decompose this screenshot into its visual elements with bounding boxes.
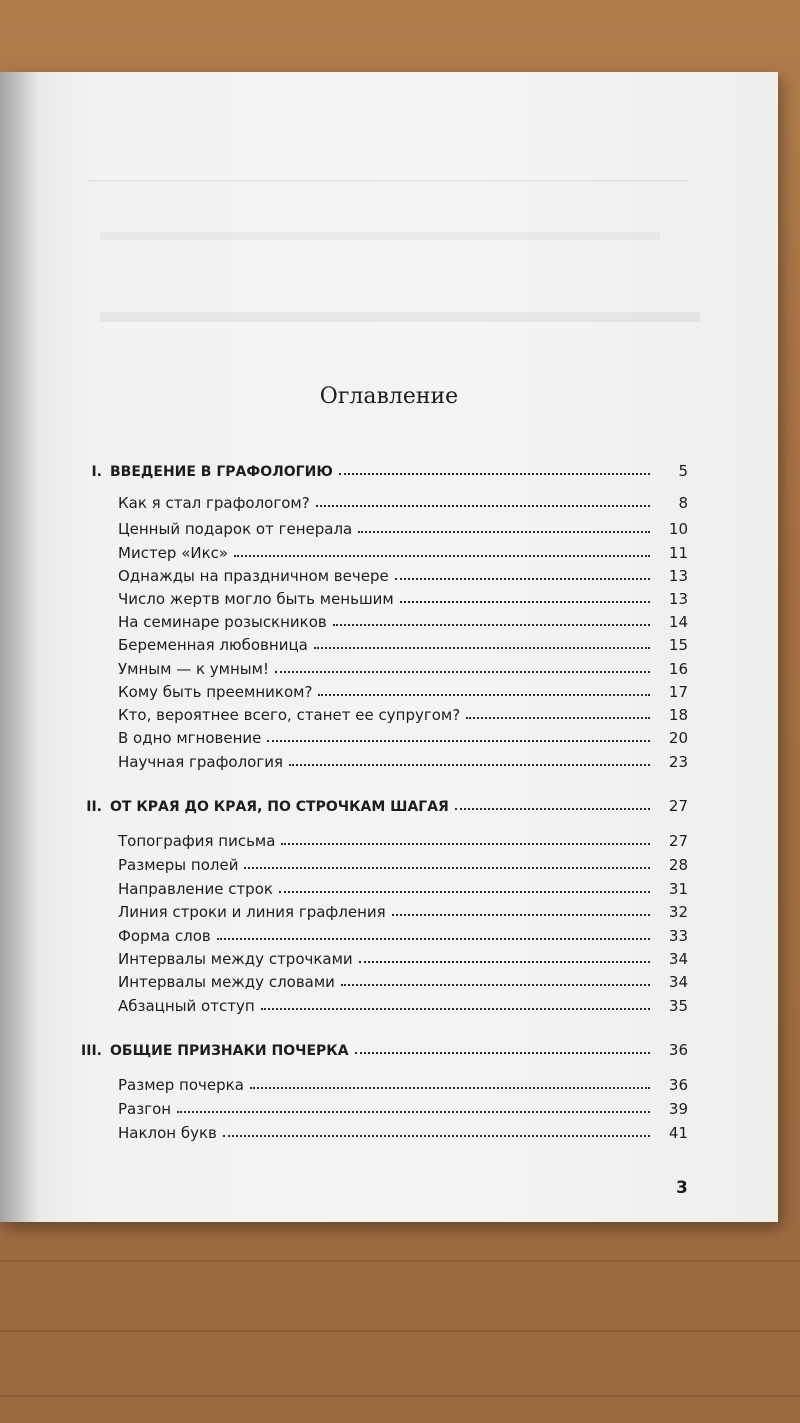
dot-leader: [267, 739, 650, 742]
dot-leader: [333, 623, 650, 626]
entry-title: Интервалы между строчками: [118, 950, 353, 968]
entry-page-number: 23: [668, 753, 688, 771]
section-page-number: 5: [678, 462, 688, 480]
entry-title: Наклон букв: [118, 1124, 217, 1142]
entry-page-number: 13: [668, 567, 688, 585]
dot-leader: [455, 807, 650, 810]
toc-entry: [118, 946, 688, 968]
entry-title: Беременная любовница: [118, 636, 308, 654]
entry-title: Абзацный отступ: [118, 997, 255, 1015]
entry-page-number: 35: [668, 997, 688, 1015]
entry-page-number: 28: [668, 856, 688, 874]
entry-title: Научная графология: [118, 753, 284, 771]
dot-leader: [359, 960, 650, 963]
dot-leader: [395, 577, 650, 580]
section-title: ОБЩИЕ ПРИЗНАКИ ПОЧЕРКА: [110, 1043, 349, 1059]
page-number: 3: [676, 1178, 688, 1198]
toc-entry: [118, 632, 688, 654]
dot-leader: [275, 670, 650, 673]
section-number: II.: [86, 799, 102, 815]
toc-entry: [118, 969, 688, 991]
dot-leader: [339, 472, 650, 475]
section-page-number: 36: [668, 1041, 688, 1059]
wood-grain: [0, 1260, 800, 1262]
toc-entry: [118, 1072, 688, 1094]
entry-page-number: 8: [678, 494, 688, 512]
section-title: ОТ КРАЯ ДО КРАЯ, ПО СТРОЧКАМ ШАГАЯ: [110, 799, 449, 815]
dot-leader: [177, 1110, 650, 1113]
entry-title: Линия строки и линия графления: [118, 903, 386, 921]
entry-page-number: 33: [668, 927, 688, 945]
toc-entry: [118, 516, 688, 538]
entry-title: Ценный подарок от генерала: [118, 520, 353, 538]
toc-entry: [118, 656, 688, 678]
dot-leader: [223, 1134, 650, 1137]
dot-leader: [250, 1086, 650, 1089]
entry-page-number: 32: [668, 903, 688, 921]
entry-title: На семинаре розыскников: [118, 613, 327, 631]
dot-leader: [341, 983, 650, 986]
entry-page-number: 36: [668, 1076, 688, 1094]
entry-title: Форма слов: [118, 927, 211, 945]
section-number: I.: [91, 464, 102, 480]
entry-title: Интервалы между словами: [118, 973, 335, 991]
entry-page-number: 27: [668, 832, 688, 850]
dot-leader: [279, 890, 650, 893]
toc-entry: [118, 702, 688, 724]
dot-leader: [355, 1051, 650, 1054]
entry-title: Умным — к умным!: [118, 660, 269, 678]
entry-page-number: 11: [668, 544, 688, 562]
toc-entry: [118, 725, 688, 747]
dot-leader: [466, 716, 650, 719]
section-number: III.: [81, 1043, 102, 1059]
section-title: ВВЕДЕНИЕ В ГРАФОЛОГИЮ: [110, 464, 333, 480]
dot-leader: [281, 842, 650, 845]
toc-section-1: [68, 458, 688, 480]
dot-leader: [244, 866, 650, 869]
dot-leader: [318, 693, 650, 696]
entry-title: Однажды на праздничном вечере: [118, 567, 389, 585]
toc-entry: [118, 828, 688, 850]
toc-entry: [118, 563, 688, 585]
page-gutter-shadow: [0, 72, 40, 1222]
page-title: Оглавление: [319, 384, 459, 409]
toc-entry: [118, 923, 688, 945]
entry-page-number: 39: [668, 1100, 688, 1118]
toc-section-3: [68, 1037, 688, 1059]
toc-entry: [118, 876, 688, 898]
entry-title: В одно мгновение: [118, 729, 262, 747]
entry-page-number: 15: [668, 636, 688, 654]
dot-leader: [289, 763, 650, 766]
entry-page-number: 31: [668, 880, 688, 898]
entry-page-number: 13: [668, 590, 688, 608]
toc-entry: [118, 749, 688, 771]
entry-page-number: 34: [668, 950, 688, 968]
entry-page-number: 14: [668, 613, 688, 631]
entry-title: Число жертв могло быть меньшим: [118, 590, 394, 608]
toc-entry: [118, 490, 688, 512]
entry-title: Топография письма: [118, 832, 276, 850]
dot-leader: [234, 554, 650, 557]
show-through-rule: [88, 180, 688, 181]
dot-leader: [316, 504, 650, 507]
dot-leader: [314, 646, 650, 649]
toc-entry: [118, 852, 688, 874]
entry-title: Кто, вероятнее всего, станет ее супругом?: [118, 706, 461, 724]
entry-title: Размер почерка: [118, 1076, 244, 1094]
entry-title: Направление строк: [118, 880, 273, 898]
toc-entry: [118, 1120, 688, 1142]
entry-title: Кому быть преемником?: [118, 683, 313, 701]
entry-page-number: 16: [668, 660, 688, 678]
entry-title: Разгон: [118, 1100, 172, 1118]
entry-page-number: 18: [668, 706, 688, 724]
entry-page-number: 10: [668, 520, 688, 538]
dot-leader: [400, 600, 650, 603]
entry-page-number: 41: [668, 1124, 688, 1142]
show-through-text: [100, 312, 700, 322]
dot-leader: [358, 530, 650, 533]
dot-leader: [217, 937, 650, 940]
entry-title: Мистер «Икс»: [118, 544, 229, 562]
show-through-text: [100, 232, 660, 240]
toc-entry: [118, 609, 688, 631]
toc-entry: [118, 586, 688, 608]
entry-page-number: 17: [668, 683, 688, 701]
entry-page-number: 20: [668, 729, 688, 747]
section-page-number: 27: [668, 797, 688, 815]
toc-entry: [118, 540, 688, 562]
wood-grain: [0, 1330, 800, 1332]
dot-leader: [261, 1007, 650, 1010]
entry-page-number: 34: [668, 973, 688, 991]
toc-entry: [118, 1096, 688, 1118]
toc-entry: [118, 679, 688, 701]
entry-title: Размеры полей: [118, 856, 239, 874]
dot-leader: [392, 913, 650, 916]
wood-grain: [0, 1395, 800, 1397]
toc-section-2: [68, 793, 688, 815]
toc-entry: [118, 899, 688, 921]
toc-entry: [118, 993, 688, 1015]
entry-title: Как я стал графологом?: [118, 494, 310, 512]
